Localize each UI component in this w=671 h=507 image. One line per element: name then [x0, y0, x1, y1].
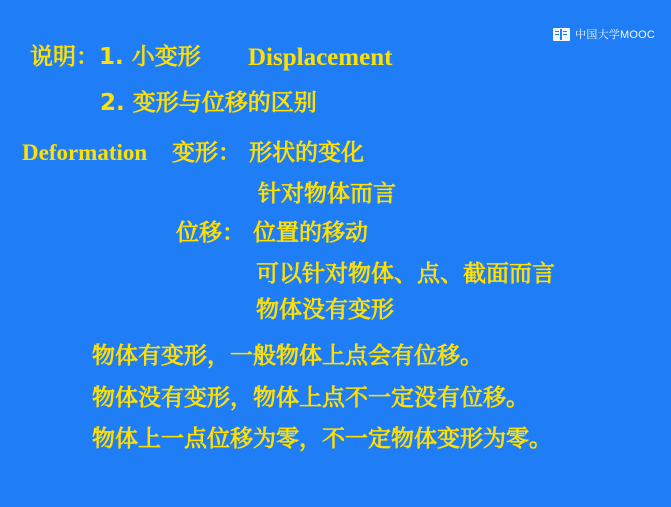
conclusion-1: 物体有变形，一般物体上点会有位移。: [92, 343, 483, 369]
line-deformation-def: 变形： 形状的变化: [172, 140, 365, 166]
book-icon: [553, 28, 570, 41]
conclusion-2: 物体没有变形，物体上点不一定没有位移。: [92, 385, 529, 411]
item-2: 2. 变形与位移的区别: [100, 90, 317, 116]
line-deformation-scope: 针对物体而言: [258, 181, 396, 207]
line-displacement-def: 位移： 位置的移动: [176, 220, 369, 246]
label-shuoming: 说明：1. 小变形: [30, 44, 201, 70]
term-displacement: Displacement: [248, 44, 393, 71]
line-displacement-scope: 可以针对物体、点、截面而言: [256, 261, 555, 287]
mooc-watermark: [553, 26, 655, 42]
line-no-deformation: 物体没有变形: [256, 297, 394, 323]
watermark-label: 中国大学MOOC: [575, 29, 655, 41]
term-deformation: Deformation: [22, 140, 148, 165]
conclusion-3: 物体上一点位移为零，不一定物体变形为零。: [92, 426, 552, 452]
